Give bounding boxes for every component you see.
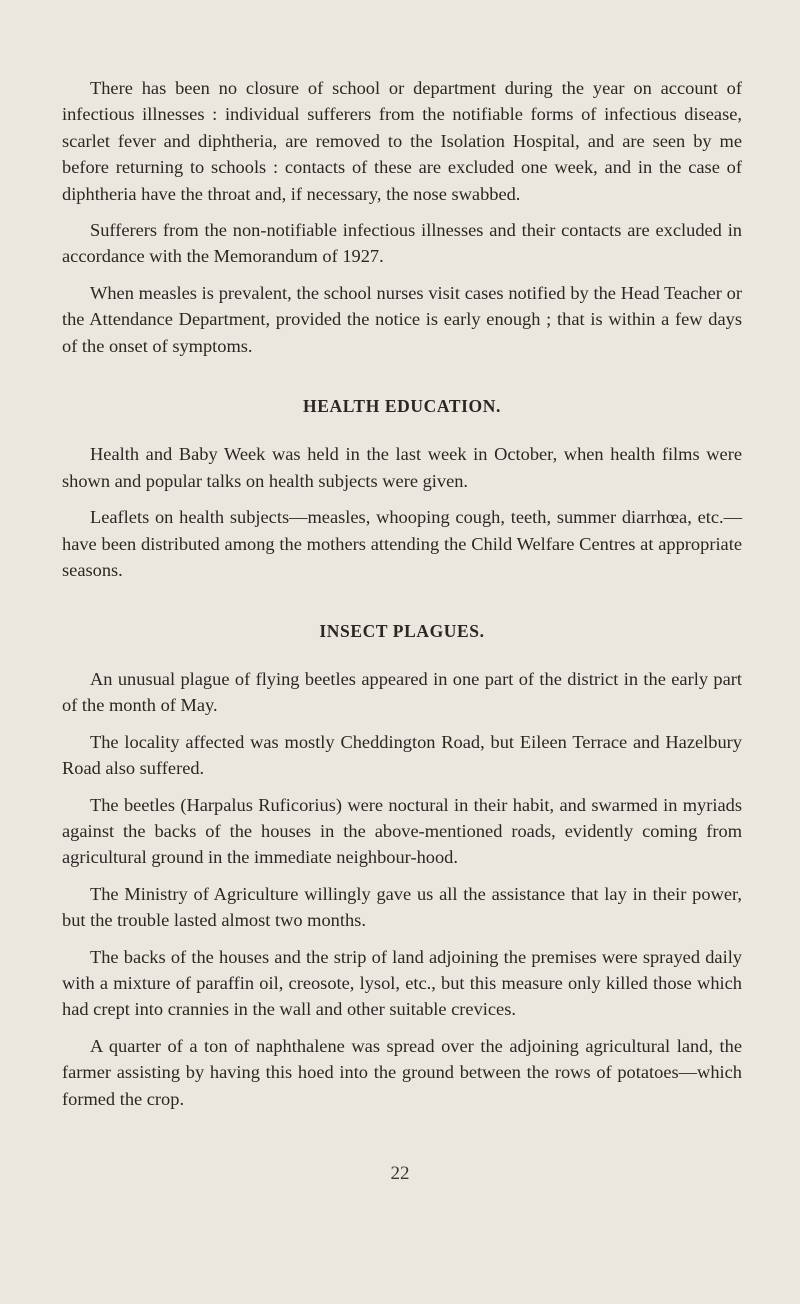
heading-health-education: HEALTH EDUCATION. [303, 396, 501, 417]
paragraph-ministry-assistance: The Ministry of Agriculture willingly gave us all the assistance that lay in their power, but the trouble lasted almost two months. [62, 883, 742, 931]
paragraph-measles-visits: When measles is prevalent, the school nurses visit cases notified by the Head Teacher or the Attendance Department, provided the notice is early enough ; that is within a few days of the onset of symptoms. [62, 282, 742, 356]
paragraph-leaflets: Leaflets on health subjects—measles, whooping cough, teeth, summer diarrhœa, etc.—have been distributed among the mothers attending the Child Welfare Centres at appropriate seasons. [62, 507, 742, 581]
paragraph-naphthalene: A quarter of a ton of naphthalene was spread over the adjoining agricultural land, the farmer assisting by having this hoed into the ground between the rows of potatoes—which formed the crop. [62, 1035, 742, 1109]
paragraph-closure-of-schools: There has been no closure of school or department during the year on account of infectious illnesses : individual sufferers from the notifiable forms of infectious disease, scarlet fever and diphtheria, are removed to the Isolation Hospital, and are seen by me before returning to schools : contacts of these are excluded one week, and in the case of diphtheria have the throat and, if necessary, the nose swabbed. [62, 78, 742, 204]
paragraph-non-notifiable-illnesses: Sufferers from the non-notifiable infectious illnesses and their contacts are excluded in accordance with the Memorandum of 1927. [62, 220, 742, 267]
paragraph-plague-of-beetles: An unusual plague of flying beetles appeared in one part of the district in the early part of the month of May. [62, 668, 742, 716]
paragraph-health-baby-week: Health and Baby Week was held in the last week in October, when health films were shown and popular talks on health subjects were given. [62, 444, 742, 491]
body-text-column [62, 75, 742, 1112]
paragraph-locality-affected: The locality affected was mostly Cheddington Road, but Eileen Terrace and Hazelbury Road also suffered. [62, 731, 742, 779]
heading-insect-plagues: INSECT PLAGUES. [319, 620, 485, 641]
paragraph-spraying-measures: The backs of the houses and the strip of land adjoining the premises were sprayed daily with a mixture of paraffin oil, creosote, lysol, etc., but this measure only killed those which had crept into crannies in the wall and other suitable crevices. [62, 946, 742, 1020]
page-number: 22 [390, 1163, 410, 1184]
paragraph-beetle-species: The beetles (Harpalus Ruficorius) were noctural in their habit, and swarmed in myriads against the backs of the houses in the above-mentioned roads, evidently coming from agricultural ground in the immediate neighbour-hood. [62, 794, 742, 868]
